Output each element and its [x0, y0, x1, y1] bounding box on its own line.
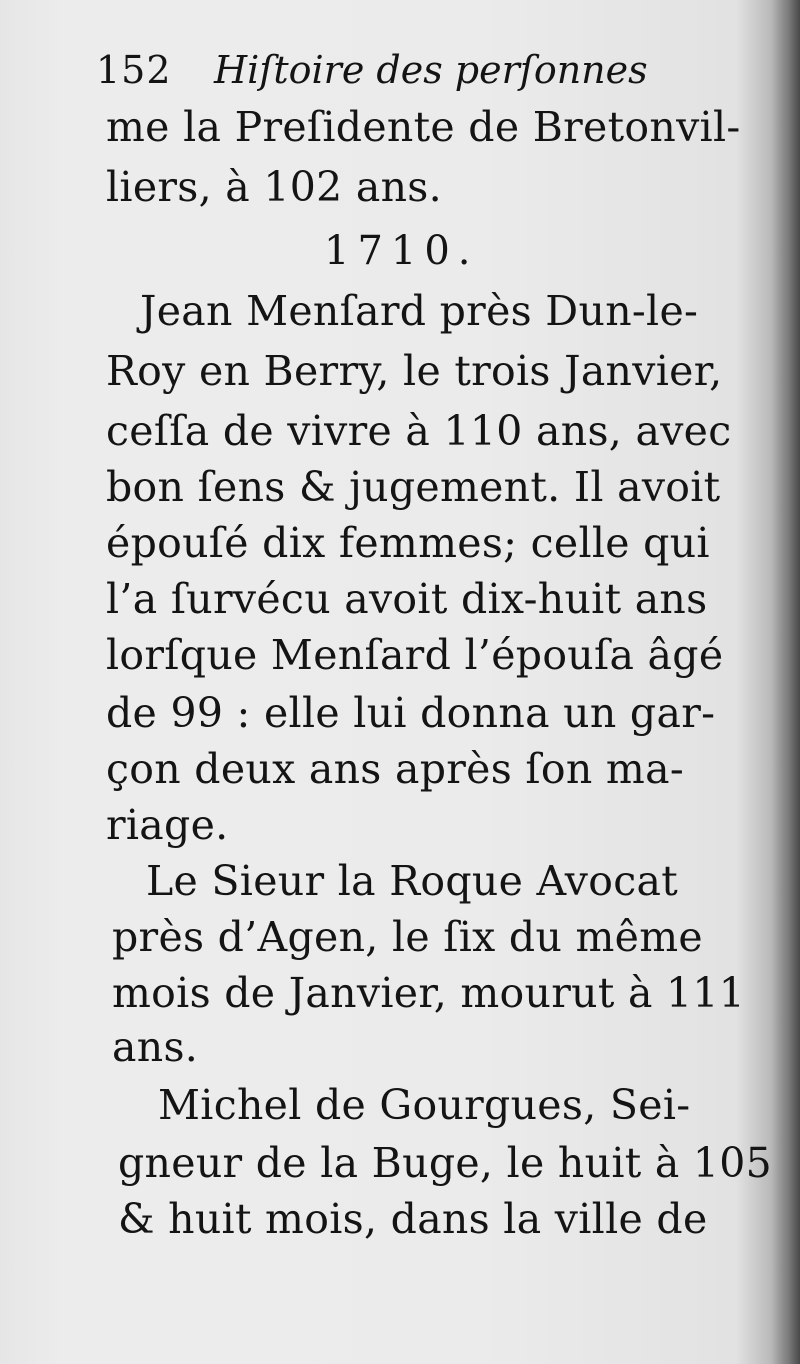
text-line: épouſé dix femmes; celle qui — [106, 519, 710, 567]
text-line: ans. — [112, 1023, 199, 1071]
text-line: liers, à 102 ans. — [106, 163, 442, 211]
text-line: ceſſa de vivre à 110 ans, avec — [106, 407, 732, 455]
text-line: Le Sieur la Roque Avocat — [146, 857, 678, 905]
text-line: Roy en Berry, le trois Janvier, — [106, 347, 723, 395]
text-line: me la Preſidente de Bretonvil- — [106, 103, 741, 151]
text-line: mois de Janvier, mourut à 111 — [112, 969, 746, 1017]
body-text — [106, 0, 773, 1364]
text-line: près d’Agen, le ſix du même — [112, 913, 703, 961]
running-title: Hiſtoire des perſonnes — [214, 48, 648, 92]
text-line: bon ſens & jugement. Il avoit — [106, 463, 721, 511]
text-line: & huit mois, dans la ville de — [118, 1195, 708, 1243]
page-number: 152 — [96, 48, 172, 92]
text-line: Michel de Gourgues, Sei- — [158, 1081, 691, 1129]
text-line: çon deux ans après ſon ma- — [106, 745, 684, 793]
text-line: Jean Menſard près Dun-le- — [140, 287, 699, 335]
text-line: riage. — [106, 801, 229, 849]
text-line: de 99 : elle lui donna un gar- — [106, 689, 716, 737]
year-heading: 1710. — [324, 228, 479, 274]
page-gutter-shadow — [772, 0, 800, 1364]
text-line: gneur de la Buge, le huit à 105 — [118, 1139, 773, 1187]
text-line: l’a ſurvécu avoit dix-huit ans — [106, 575, 708, 623]
text-line: lorſque Menſard l’épouſa âgé — [106, 631, 724, 679]
